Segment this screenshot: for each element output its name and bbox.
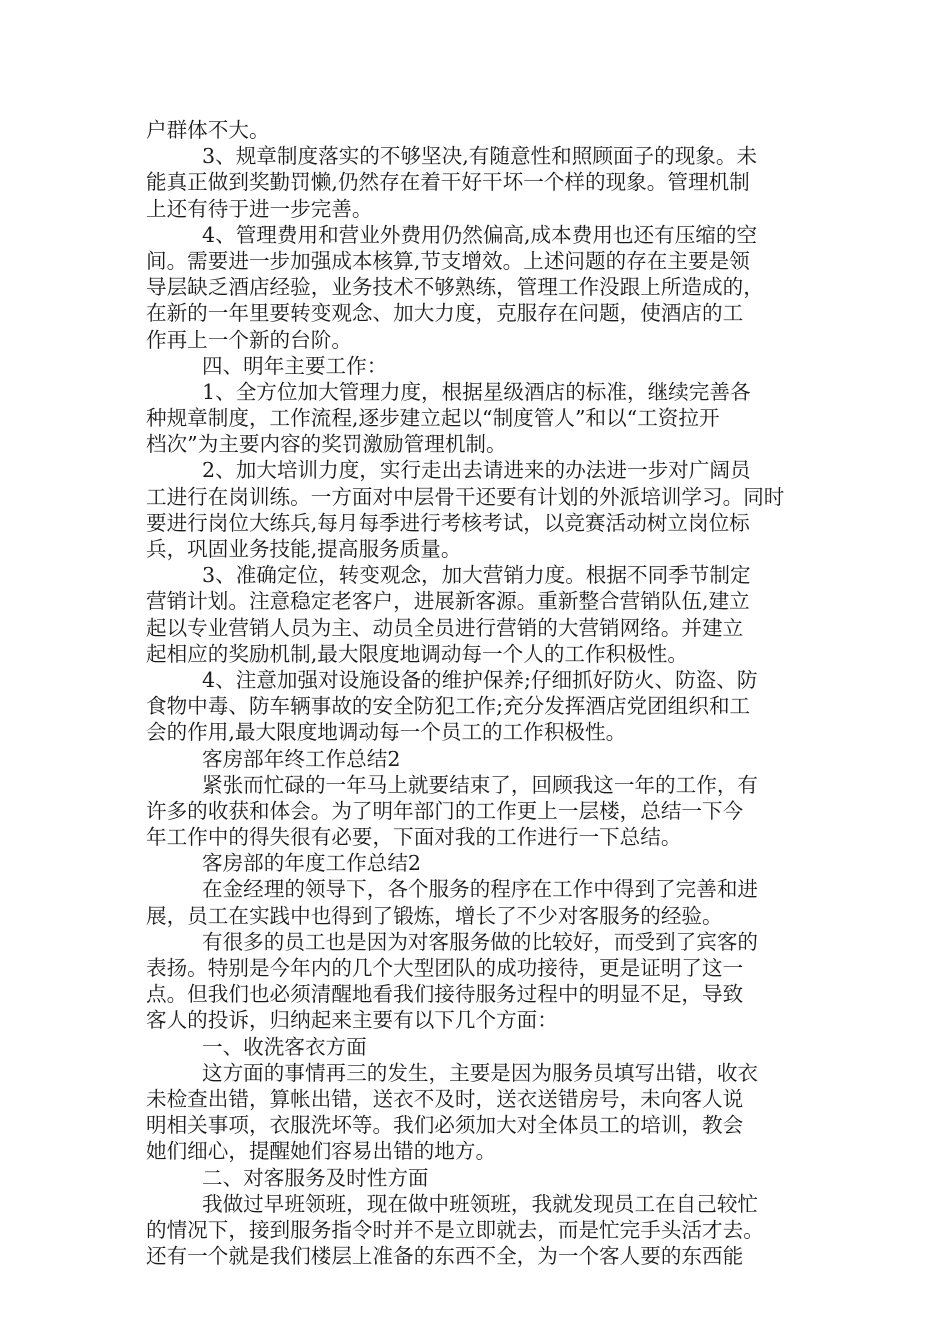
text-line: 这方面的事情再三的发生，主要是因为服务员填写出错，收衣 bbox=[202, 1060, 759, 1085]
text-line: 上还有待于进一步完善。 bbox=[146, 196, 373, 221]
text-line: 在金经理的领导下，各个服务的程序在工作中得到了完善和进 bbox=[202, 877, 759, 902]
text-line: 起相应的奖励机制,最大限度地调动每一个人的工作积极性。 bbox=[146, 641, 688, 666]
text-line: 3、规章制度落实的不够坚决,有随意性和照顾面子的现象。未 bbox=[202, 144, 758, 169]
text-line: 年工作中的得失很有必要，下面对我的工作进行一下总结。 bbox=[146, 825, 682, 850]
text-line: 四、明年主要工作： bbox=[202, 353, 388, 378]
text-line: 有很多的员工也是因为对客服务做的比较好，而受到了宾客的 bbox=[202, 929, 759, 954]
text-line: 客房部的年度工作总结2 bbox=[202, 851, 422, 876]
text-line: 营销计划。注意稳定老客户，进展新客源。重新整合营销队伍,建立 bbox=[146, 589, 750, 614]
text-line: 在新的一年里要转变观念、加大力度，克服存在问题，使酒店的工 bbox=[146, 301, 744, 326]
text-line: 未检查出错，算帐出错，送衣不及时，送衣送错房号，未向客人说 bbox=[146, 1086, 744, 1111]
text-line: 许多的收获和体会。为了明年部门的工作更上一层楼，总结一下今 bbox=[146, 798, 744, 823]
text-line: 明相关事项，衣服洗坏等。我们必须加大对全体员工的培训，教会 bbox=[146, 1113, 744, 1138]
text-line: 点。但我们也必须清醒地看我们接待服务过程中的明显不足，导致 bbox=[146, 982, 744, 1007]
text-line: 4、注意加强对设施设备的维护保养;仔细抓好防火、防盗、防 bbox=[202, 667, 758, 692]
text-line: 她们细心，提醒她们容易出错的地方。 bbox=[146, 1139, 497, 1164]
text-line: 导层缺乏酒店经验，业务技术不够熟练，管理工作没跟上所造成的， bbox=[146, 275, 764, 300]
text-line: 我做过早班领班，现在做中班领班，我就发现员工在自己较忙 bbox=[202, 1191, 759, 1216]
text-line: 工进行在岗训练。一方面对中层骨干还要有计划的外派培训学习。同时 bbox=[146, 484, 785, 509]
text-line: 间。需要进一步加强成本核算,节支增效。上述问题的存在主要是领 bbox=[146, 248, 750, 273]
text-line: 兵，巩固业务技能,提高服务质量。 bbox=[146, 537, 462, 561]
text-line: 能真正做到奖勤罚懒,仍然存在着干好干坏一个样的现象。管理机制 bbox=[146, 170, 750, 195]
text-line: 展，员工在实践中也得到了锻炼，增长了不少对客服务的经验。 bbox=[146, 903, 723, 928]
text-line: 客人的投诉，归纳起来主要有以下几个方面： bbox=[146, 1008, 558, 1033]
text-line: 1、全方位加大管理力度，根据星级酒店的标准，继续完善各 bbox=[202, 379, 751, 404]
text-line: 一、收洗客衣方面 bbox=[202, 1034, 367, 1059]
text-line: 档次”为主要内容的奖罚激励管理机制。 bbox=[146, 432, 507, 457]
text-line: 的情况下，接到服务指令时并不是立即就去，而是忙完手头活才去。 bbox=[146, 1217, 764, 1242]
text-line: 二、对客服务及时性方面 bbox=[202, 1165, 429, 1190]
text-line: 起以专业营销人员为主、动员全员进行营销的大营销网络。并建立 bbox=[146, 615, 744, 640]
text-line: 客房部年终工作总结2 bbox=[202, 746, 401, 771]
text-line: 表扬。特别是今年内的几个大型团队的成功接待，更是证明了这一 bbox=[146, 956, 744, 980]
text-line: 2、加大培训力度，实行走出去请进来的办法进一步对广阔员 bbox=[202, 458, 751, 483]
text-line: 紧张而忙碌的一年马上就要结束了，回顾我这一年的工作，有 bbox=[202, 772, 759, 797]
text-line: 作再上一个新的台阶。 bbox=[146, 327, 352, 352]
text-line: 种规章制度，工作流程,逐步建立起以“制度管人”和以“工资拉开 bbox=[146, 406, 720, 431]
text-line: 3、准确定位，转变观念，加大营销力度。根据不同季节制定 bbox=[202, 563, 751, 588]
document-page bbox=[146, 117, 816, 1269]
text-line: 要进行岗位大练兵,每月每季进行考核考试，以竞赛活动树立岗位标 bbox=[146, 510, 750, 535]
text-line: 会的作用,最大限度地调动每一个员工的工作积极性。 bbox=[146, 720, 627, 745]
text-line: 4、管理费用和营业外费用仍然偏高,成本费用也还有压缩的空 bbox=[202, 222, 758, 247]
text-line: 户群体不大。 bbox=[146, 118, 270, 142]
text-line: 食物中毒、防车辆事故的安全防犯工作;充分发挥酒店党团组织和工 bbox=[146, 694, 751, 719]
text-line: 还有一个就是我们楼层上准备的东西不全，为一个客人要的东西能 bbox=[146, 1244, 744, 1269]
